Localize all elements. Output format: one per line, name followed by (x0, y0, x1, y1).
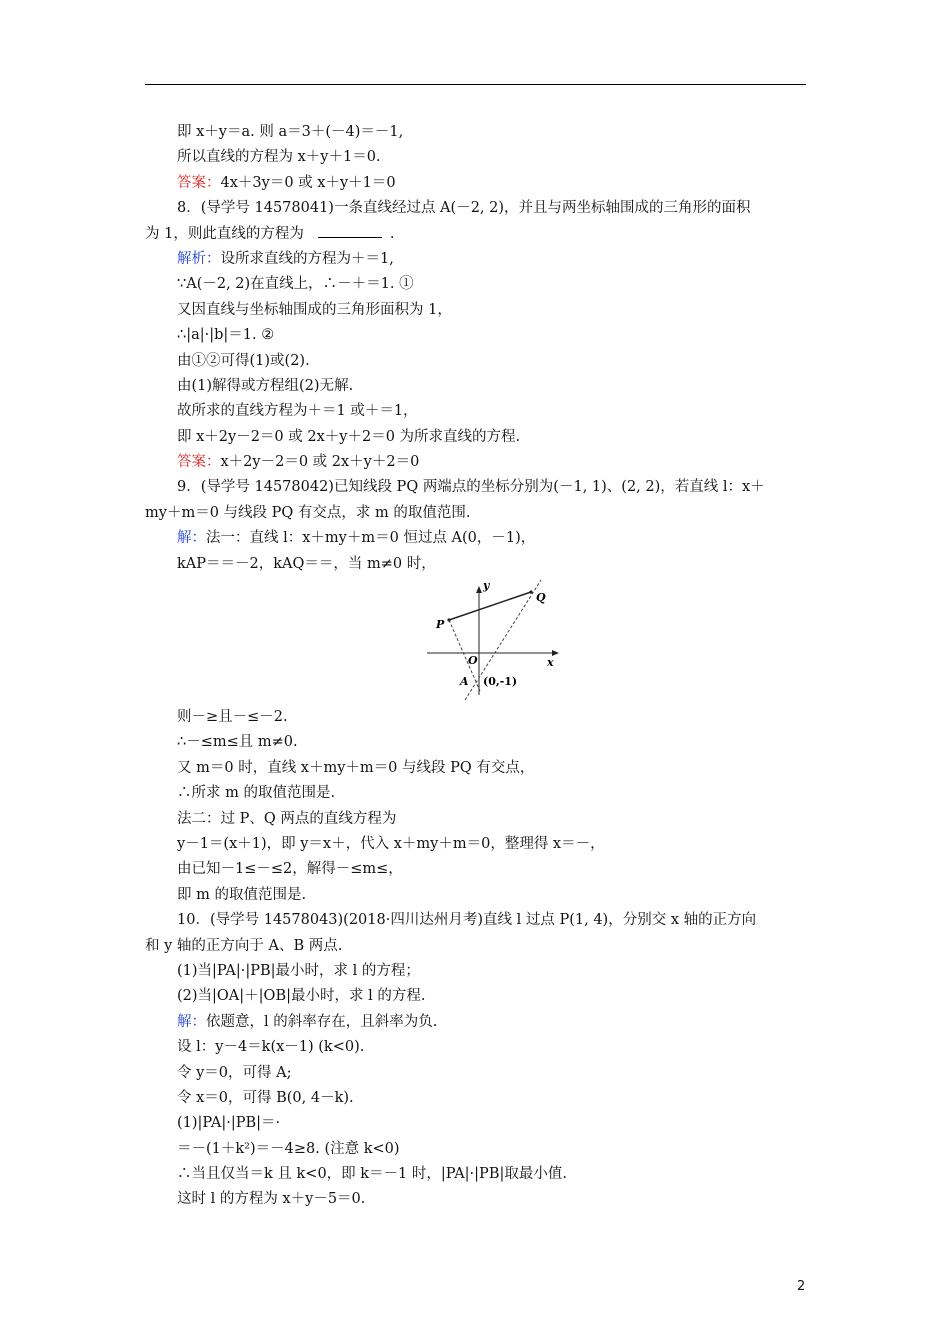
text-line: 令 y＝0，可得 A; (177, 1064, 292, 1081)
text-line: 则－≥且－≤－2. (177, 709, 288, 726)
text-line: 这时 l 的方程为 x＋y－5＝0. (177, 1191, 366, 1208)
solution-8-first (145, 247, 807, 272)
solution-label: 解析： (177, 250, 221, 267)
question-10-line1: 10．(导学号 14578043)(2018·四川达州月考)直线 l 过点 P(1, 4)，分别交 x 轴的正方向 (177, 912, 757, 929)
answer-blank (318, 223, 382, 238)
text-line: 由已知－1≤－≤2，解得－≤m≤， (177, 861, 403, 878)
page-number: 2 (797, 1279, 806, 1294)
text-line: ∵A(－2, 2)在直线上，∴－＋＝1. ① (177, 276, 414, 293)
text-line: 由①②可得(1)或(2). (177, 352, 310, 369)
text-line: ∴所求 m 的取值范围是. (177, 785, 336, 802)
solution-label: 解： (177, 1013, 206, 1030)
coordinate-figure (145, 577, 807, 705)
question-10-sub1: (1)当|PA|·|PB|最小时，求 l 的方程； (177, 962, 420, 979)
text-line: 即 x＋2y－2＝0 或 2x＋y＋2＝0 为所求直线的方程. (177, 428, 521, 445)
y-axis-label: y (483, 579, 490, 593)
text-line: 即 x＋y＝a. 则 a＝3＋(－4)＝－1, (177, 124, 404, 140)
text-line: 法二：过 P、Q 两点的直线方程为 (177, 810, 397, 827)
point-p (447, 618, 450, 621)
label-o: O (468, 654, 478, 668)
solution-text: 依题意，l 的斜率存在，且斜率为负. (206, 1013, 438, 1030)
label-p: P (436, 618, 445, 632)
text-line: y－1＝(x＋1)，即 y＝x＋，代入 x＋my＋m＝0，整理得 x＝－， (177, 835, 605, 852)
page-content (145, 120, 807, 1213)
answer-label: 答案： (177, 454, 221, 471)
solution-10-first (145, 1010, 807, 1035)
answer-7 (145, 171, 807, 196)
text-line: 所以直线的方程为 x＋y＋1＝0. (177, 149, 381, 166)
text-line: ∴－≤m≤且 m≠0. (177, 734, 298, 751)
question-9-line1: 9．(导学号 14578042)已知线段 PQ 两端点的坐标分别为(－1, 1)、(2, 2)，若直线 l：x＋ (177, 479, 765, 496)
question-9-line2: my＋m＝0 与线段 PQ 有交点，求 m 的取值范围. (145, 504, 471, 521)
text-line: ＝－(1＋k²)＝－4≥8. (注意 k<0) (177, 1140, 400, 1157)
x-axis-label: x (547, 656, 554, 670)
header-rule (145, 84, 806, 85)
point-q (529, 590, 532, 593)
question-8-line2 (145, 222, 807, 247)
label-a: A (460, 675, 469, 689)
text-line: (1)|PA|·|PB|＝· (177, 1115, 281, 1132)
answer-8 (145, 450, 807, 475)
y-axis-arrow (476, 586, 482, 593)
label-q: Q (536, 591, 546, 605)
solution-text: 法一：直线 l：x＋my＋m＝0 恒过点 A(0，－1)， (206, 530, 536, 547)
question-8-end: . (389, 225, 395, 242)
question-8-text: 为 1，则此直线的方程为 (145, 225, 304, 242)
answer-text: x＋2y－2＝0 或 2x＋y＋2＝0 (220, 454, 420, 471)
text-line: 故所求的直线方程为＋＝1 或＋＝1， (177, 403, 418, 420)
solution-label: 解： (177, 530, 206, 547)
text-line: 又 m＝0 时，直线 x＋my＋m＝0 与线段 PQ 有交点， (177, 759, 535, 776)
text-line: 即 m 的取值范围是. (177, 886, 307, 903)
text-line: ∴|a|·|b|＝1. ② (177, 327, 275, 344)
text-line: kAP＝＝－2，kAQ＝＝，当 m≠0 时， (177, 555, 436, 572)
text-line: 由(1)解得或方程组(2)无解. (177, 377, 354, 394)
text-line: 令 x＝0，可得 B(0, 4－k). (177, 1089, 354, 1106)
solution-9-first (145, 526, 807, 551)
text-line: 又因直线与坐标轴围成的三角形面积为 1， (177, 301, 452, 318)
answer-label: 答案： (177, 174, 221, 191)
question-10-sub2: (2)当|OA|＋|OB|最小时，求 l 的方程. (177, 988, 426, 1005)
question-8-line1: 8．(导学号 14578041)一条直线经过点 A(－2, 2)，并且与两坐标轴围成的三角形的面积 (177, 200, 751, 217)
segment-pq (449, 592, 531, 620)
solution-text: 设所求直线的方程为＋＝1, (220, 250, 394, 267)
text-line: ∴当且仅当＝k 且 k<0，即 k＝－1 时，|PA|·|PB|取最小值. (177, 1166, 567, 1183)
line-segment-diagram (423, 577, 563, 702)
answer-text: 4x＋3y＝0 或 x＋y＋1＝0 (220, 174, 396, 191)
label-a-coord: (0,-1) (483, 675, 518, 689)
question-10-line2: 和 y 轴的正方向于 A、B 两点. (145, 937, 343, 954)
text-line: 设 l：y－4＝k(x－1) (k<0). (177, 1039, 365, 1056)
